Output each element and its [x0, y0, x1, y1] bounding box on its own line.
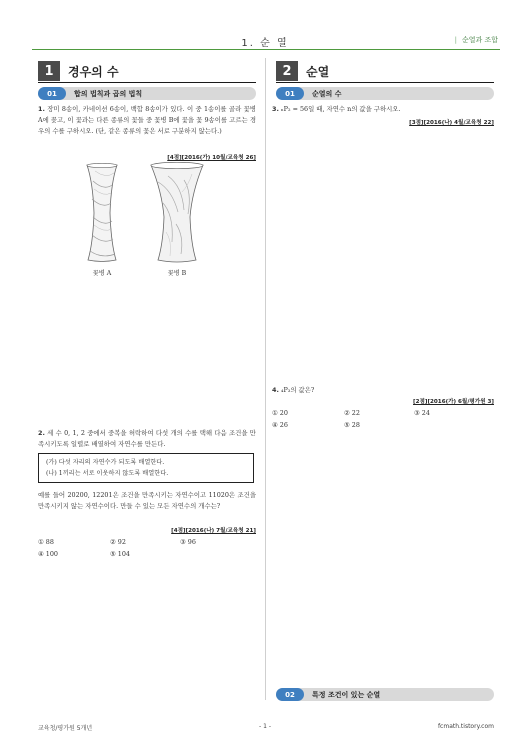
condition-box — [38, 453, 254, 483]
question-number: 4. — [272, 386, 279, 394]
question-1 — [38, 104, 256, 137]
vase-a-image — [84, 163, 120, 263]
option-5: ⑤ 28 — [344, 421, 360, 429]
footer-url[interactable]: fcmath.tistory.com — [437, 723, 494, 730]
subsection-heading — [38, 87, 256, 100]
option-1: ① 20 — [272, 409, 288, 417]
subsection-title: 특정 조건이 있는 순열 — [312, 690, 381, 699]
page-header-title: 1. 순 열 — [241, 38, 289, 49]
section-heading-2 — [276, 60, 494, 83]
option-3: ③ 24 — [414, 409, 430, 417]
header-tag: | 순열과 조합 — [454, 36, 498, 44]
option-2: ② 92 — [110, 538, 126, 546]
header-divider — [32, 49, 500, 50]
section-heading-1 — [38, 60, 256, 83]
subsection-number: 01 — [276, 87, 304, 100]
question-text: ₙP₂ = 56일 때, 자연수 n의 값을 구하시오. — [280, 105, 401, 113]
page-number: - 1 - — [259, 723, 271, 730]
subsection-number: 02 — [276, 688, 304, 701]
subsection-heading — [276, 87, 494, 100]
question-source: [3점][2016(나) 4월/교육청 22] — [409, 120, 494, 126]
question-source: [4점][2016(가) 10월/교육청 26] — [167, 155, 256, 161]
question-4 — [272, 385, 494, 396]
question-source: [4점][2016(나) 7월/교육청 21] — [171, 528, 256, 534]
subsection-title: 합의 법칙과 곱의 법칙 — [74, 89, 143, 98]
vase-a-label: 꽃병 A — [92, 270, 112, 277]
option-4: ④ 100 — [38, 550, 58, 558]
question-3 — [272, 104, 494, 115]
condition-a: (가) 다섯 자리의 자연수가 되도록 배열한다. — [46, 459, 165, 466]
section-number: 2 — [276, 61, 298, 81]
question-text: 세 수 0, 1, 2 중에서 중복을 허락하여 다섯 개의 수를 택해 다음 조건을 만족시키도록 일렬로 배열하여 자연수를 만든다. — [38, 429, 256, 448]
section-title: 경우의 수 — [68, 64, 119, 79]
question-text: 장미 8송이, 카네이션 6송이, 백합 8송이가 있다. 이 중 1송이를 골라 꽃병 A에 꽂고, 이 꽃과는 다른 종류의 꽃들 중 꽃병 B에 꽃을 꽃 9송이를 고르는 경우의 수를 구하시오. (단, 같은 종류의 꽃은 서로 구분하지 않는다.) — [38, 105, 256, 135]
footer-left: 교육청/평가원 5개년 — [38, 725, 93, 732]
subsection-number: 01 — [38, 87, 66, 100]
section-number: 1 — [38, 61, 60, 81]
question-number: 1. — [38, 105, 45, 113]
vase-b-label: 꽃병 B — [167, 270, 187, 277]
header-tag-label: 순열과 조합 — [461, 36, 498, 44]
option-5: ⑤ 104 — [110, 550, 130, 558]
option-3: ③ 96 — [180, 538, 196, 546]
question-text: ₄P₃의 값은? — [280, 386, 315, 394]
section-title: 순열 — [306, 64, 330, 79]
question-source: [2점][2016(가) 6월/평가원 3] — [413, 399, 494, 405]
option-4: ④ 26 — [272, 421, 288, 429]
subsection-heading-2 — [276, 688, 494, 701]
option-2: ② 22 — [344, 409, 360, 417]
question-number: 3. — [272, 105, 279, 113]
vase-b-image — [148, 162, 206, 263]
column-divider — [265, 58, 266, 700]
subsection-title: 순열의 수 — [312, 89, 342, 98]
question-2-text2: 예를 들어 20200, 12201은 조건을 만족시키는 자연수이고 11020은 조건을 만족시키지 않는 자연수이다. 만들 수 있는 모든 자연수의 개수는? — [38, 491, 256, 510]
option-1: ① 88 — [38, 538, 54, 546]
question-number: 2. — [38, 429, 45, 437]
question-2 — [38, 428, 256, 450]
condition-b: (나) 1끼리는 서로 이웃하지 않도록 배열한다. — [46, 470, 169, 477]
